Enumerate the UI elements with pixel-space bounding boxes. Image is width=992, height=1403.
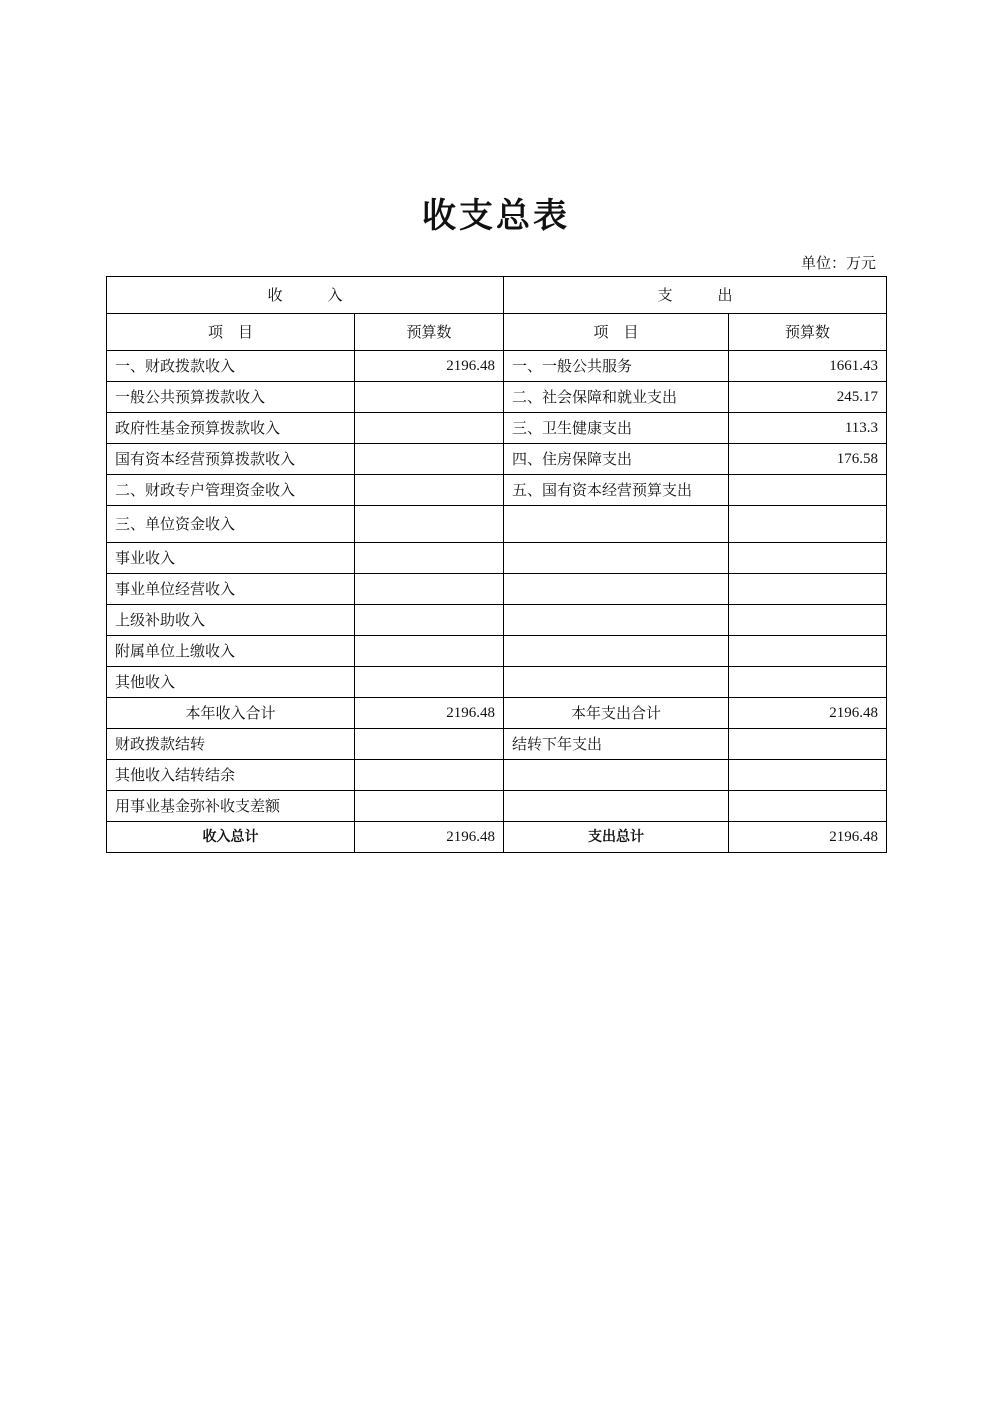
income-value [355, 729, 504, 760]
expense-value [729, 543, 887, 574]
expense-value [729, 729, 887, 760]
income-value [355, 475, 504, 506]
income-item: 政府性基金预算拨款收入 [107, 413, 355, 444]
income-value: 2196.48 [355, 351, 504, 382]
income-value [355, 636, 504, 667]
expense-item: 二、社会保障和就业支出 [504, 382, 729, 413]
unit-label: 单位：万元 [800, 254, 876, 272]
expense-value [729, 506, 887, 543]
expense-value: 245.17 [729, 382, 887, 413]
expense-value [729, 791, 887, 822]
table-row [107, 413, 887, 444]
expense-value [729, 636, 887, 667]
income-total-value: 2196.48 [355, 822, 504, 853]
expense-item [504, 605, 729, 636]
income-total-label: 收入总计 [107, 822, 355, 853]
income-item: 事业收入 [107, 543, 355, 574]
expense-value: 1661.43 [729, 351, 887, 382]
expense-value [729, 475, 887, 506]
table-row [107, 382, 887, 413]
income-item: 附属单位上缴收入 [107, 636, 355, 667]
expense-value [729, 574, 887, 605]
expense-value [729, 760, 887, 791]
table-row [107, 351, 887, 382]
expense-item [504, 574, 729, 605]
expense-subtotal-value: 2196.48 [729, 698, 887, 729]
expense-item: 一、一般公共服务 [504, 351, 729, 382]
income-budget-header: 预算数 [355, 314, 504, 351]
expense-value: 176.58 [729, 444, 887, 475]
column-header-row [107, 314, 887, 351]
table-row [107, 667, 887, 698]
income-subtotal-label: 本年收入合计 [107, 698, 355, 729]
grand-total-row [107, 822, 887, 853]
expense-item: 三、卫生健康支出 [504, 413, 729, 444]
expense-item [504, 791, 729, 822]
table-row [107, 444, 887, 475]
income-item: 用事业基金弥补收支差额 [107, 791, 355, 822]
expense-budget-header: 预算数 [729, 314, 887, 351]
income-item: 其他收入结转结余 [107, 760, 355, 791]
table-row [107, 636, 887, 667]
expense-item [504, 760, 729, 791]
income-value [355, 667, 504, 698]
income-item: 三、单位资金收入 [107, 506, 355, 543]
table-row [107, 475, 887, 506]
expense-value [729, 667, 887, 698]
expense-item [504, 636, 729, 667]
table-row [107, 605, 887, 636]
income-section-header: 收 入 [107, 277, 504, 314]
income-item: 国有资本经营预算拨款收入 [107, 444, 355, 475]
expense-subtotal-label: 本年支出合计 [504, 698, 729, 729]
expense-value: 113.3 [729, 413, 887, 444]
expense-item [504, 667, 729, 698]
income-item-header: 项 目 [107, 314, 355, 351]
income-value [355, 791, 504, 822]
income-item: 上级补助收入 [107, 605, 355, 636]
expense-item: 五、国有资本经营预算支出 [504, 475, 729, 506]
income-item: 其他收入 [107, 667, 355, 698]
expense-item-header: 项 目 [504, 314, 729, 351]
income-value [355, 605, 504, 636]
income-item: 一般公共预算拨款收入 [107, 382, 355, 413]
table-row [107, 543, 887, 574]
table-row [107, 729, 887, 760]
income-value [355, 543, 504, 574]
expense-item [504, 506, 729, 543]
income-subtotal-value: 2196.48 [355, 698, 504, 729]
income-item: 二、财政专户管理资金收入 [107, 475, 355, 506]
page-title: 收支总表 [422, 196, 570, 236]
income-value [355, 574, 504, 605]
table-row [107, 574, 887, 605]
income-value [355, 413, 504, 444]
budget-table [106, 276, 887, 853]
table-row [107, 791, 887, 822]
expense-value [729, 605, 887, 636]
expense-section-header: 支 出 [504, 277, 887, 314]
expense-item: 结转下年支出 [504, 729, 729, 760]
income-value [355, 760, 504, 791]
table-row [107, 506, 887, 543]
income-item: 事业单位经营收入 [107, 574, 355, 605]
expense-total-value: 2196.48 [729, 822, 887, 853]
income-value [355, 382, 504, 413]
section-header-row [107, 277, 887, 314]
income-value [355, 444, 504, 475]
income-item: 一、财政拨款收入 [107, 351, 355, 382]
table-row [107, 760, 887, 791]
expense-item: 四、住房保障支出 [504, 444, 729, 475]
income-value [355, 506, 504, 543]
subtotal-row [107, 698, 887, 729]
income-item: 财政拨款结转 [107, 729, 355, 760]
expense-total-label: 支出总计 [504, 822, 729, 853]
expense-item [504, 543, 729, 574]
